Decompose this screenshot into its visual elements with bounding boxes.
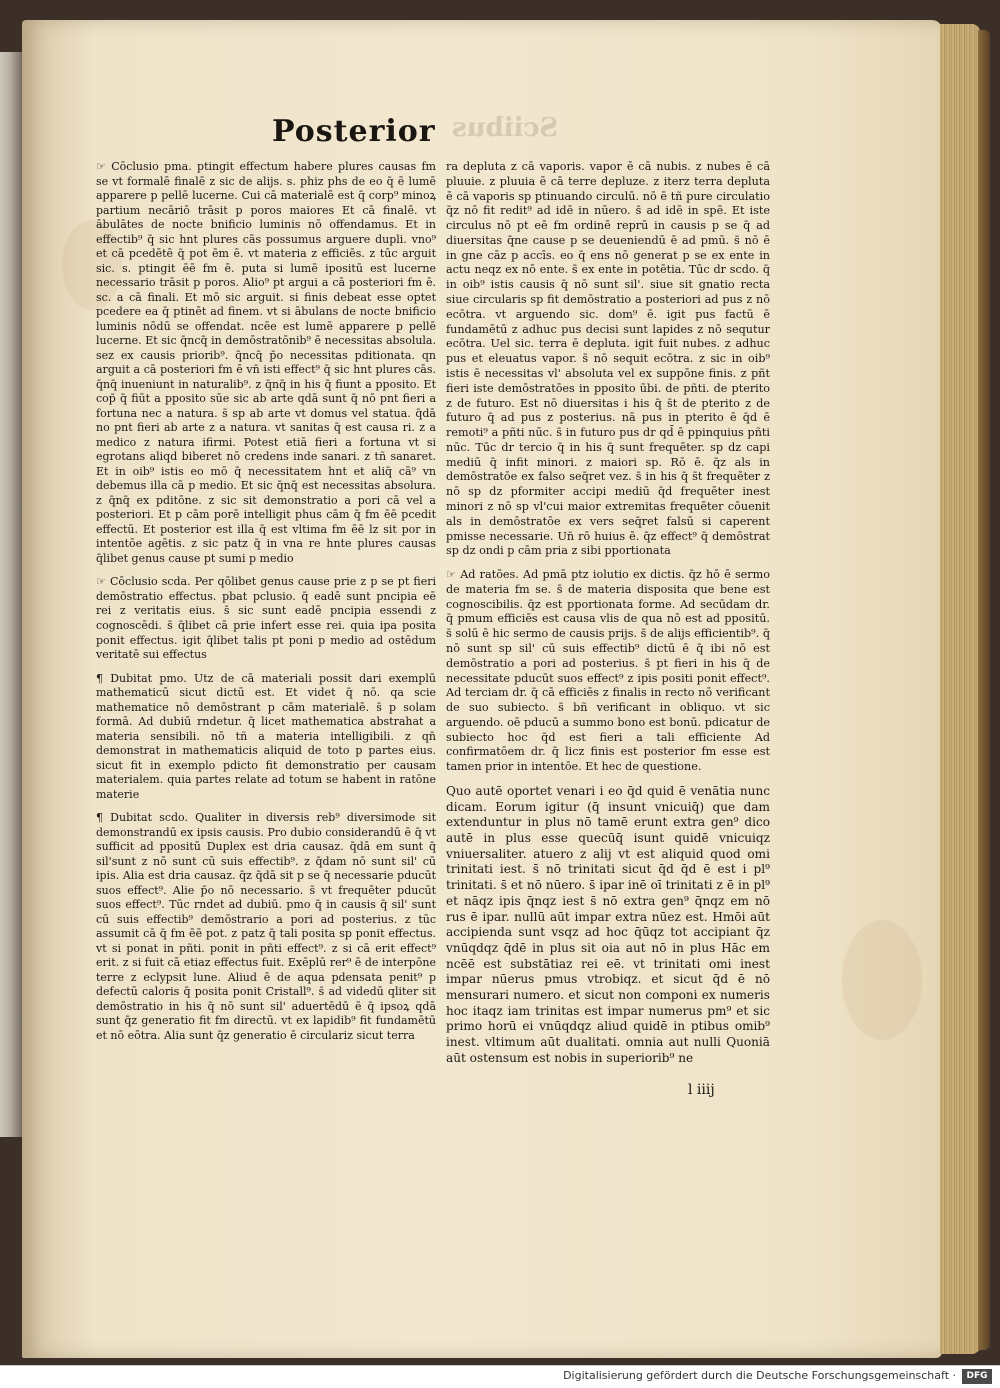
dfg-logo: DFG <box>962 1369 992 1384</box>
text-passage: Quo autē oportet venari i eo q̄d quid ē venātia nunc dicam. Eorum igitur (q̄ insunt vnicuiq̄) que dam extenduntur in plus nō tamē erunt extra gen⁹ dico autē in plus esse quecūq̄ isunt quidē vnicuiqz vniuersaliter. atuero z alij vt est aliquid quod omi trinitati iest. s̄ nō trinitati sicut q̄d q̄d ē est i pl⁹ trinitati. s̄ et nō nūero. s̄ ipar inē oī trinitati z ē in pl⁹ et nāqz ipis q̄nqz iest s̄ nō extra gen⁹ q̄nqz em nō rus ē ipar. nullū aūt impar extra nūez est. Hmōi aūt accipienda sunt vsqz ad hoc q̄ūqz tot accipiant q̄z vnūqdqz q̄dē in plus sit oia aut nō in plus Hāc em ncēē est substātiaz rei eē. vt trinitati omi inest impar nūerus pmus vtrobiqz. et sicut q̄d ē nō mensurari numero. et sicut non componi ex numeris hoc itaqz iam trinitas est impar numerus pm⁹ et sic primo horū ei vnūqdqz aliud quidē in ptibus omib⁹ inest. vltimum aūt dualitati. omnia aut nulli Quoniā aūt ostensum est nobis in superiorib⁹ ne <box>446 784 770 1065</box>
paragraph: ra depluta z cā vaporis. vapor ē cā nubis. z nubes ē cā pluuie. z pluuia ē cā terre depluze. z iterz terra depluta ē cā vaporis sp ptinuando circulū. nō ē tñ pure circulatio q̄z nō fit redit⁹ ad idē in nūero. s̄ ad idē in spē. Et iste circulus nō pt eē fm ordinē reprū in causis p se q̄ ad diuersitas q̄ne cause p se deueniendū ē ad pmū. s̄ nō ē in gne cāz p accīs. eo q̄ ens nō generat p se ex ente in actu neqz ex nō ente. s̄ ex ente in potētia. Tūc dr scdo. q̄ in oib⁹ istis causis q̄ nō sunt sil'. siue sit gnatio recta siue circularis sp fit demōstratio a posteriori ad pus z nō ecōtra. vt arguendo sic. dom⁹ ē. igit pus factū ē fundamētū z adhuc pus decisi sunt lapides z nō sequtur ecōtra. Uel sic. terra ē depluta. igit fuit nubes. z adhuc pus et eleuatus vapor. s̄ nō sequit ecōtra. z sic in oib⁹ istis ē necessitas vl' absoluta vel ex suppōne finis. z pñt fieri iste demōstratōes in pposito ūbi. de pñti. de pterito z de futuro. Est nō diuersitas i his q̄ s̄t de pterito z de futuro q̄ ad pus z posterius. nā pus in pterito ē q̄d ē remoti⁹ a pñti nūc. s̄ in futuro pus dr qd̄ ē ppinquius pñti nūc. Tūc dr tercio q̄ in his q̄ sunt frequēter. sp dz capi mediū q̄ infit minori. z maiori sp. Rō ē. q̄z als in demōstratōe ex falso seq̄ret vez. s̄ in his q̄ s̄t frequēter z nō sp dz pformiter accipi mediū q̄d frequēter inest minori z nō sp vl'cui maior extremitas frequēter cōuenit als in demōstratōe ex vers seq̄ret falsū si caperent pmisse necessarie. Un̄ rō huius ē. q̄z effect⁹ q̄ demōstrat sp dz ondi p cām pria z sibi pportionata <box>446 160 770 558</box>
paragraph: ¶ Dubitat pmo. Utz de cā materiali possit dari exemplū mathematicū sicut dictū est. Et videt q̄ nō. qa scie mathematice nō demōstrant p cām materialē. s̄ p solam formā. Ad dubiū rndetur. q̄ licet mathematica abstrahat a materia sensibili. nō tñ a materia intelligibili. z qn̄ demonstrat in mathematicis aliquid de toto p partes eius. sicut fit in exemplo pdicto fit demonstratio per causam materialem. quia partes relate ad totum se habent in ratōne materie <box>96 671 436 801</box>
paragraph: ☞ Cōclusio pma. ptingit effectum habere plures causas fm se vt formalē finalē z sic de alijs. s. phiz phs de eo q̄ ē lumē apparere p pellē lucerne. Cui cā materialē est q̄ corp⁹ minoꝝ partium necāriō trāsit p poros maiores Et cā finalē. vt ābulātes de nocte bnificio luminis nō offendamus. Et in effectib⁹ q̄ sic hnt plures cās possumus arguere dupli. vno⁹ et cā pcedētē q̄ pot ēm ē. vt materia z efficiēs. z tūc arguit sic. s. ptingit ēē fm ē. puta si lumē ipositū est lucerne necessario trāsit p poros. Alio⁹ pt argui a cā posteriori fm ē. sc. a cā finali. Et mō sic arguit. si finis debeat esse optet pcedere ea q̄ ptinēt ad finem. vt si ābulans de nocte bnificio luminis nōdū se offendat. ncēe est lumē apparere p pellē lucerne. Et sic q̄ncq̄ in demōstratōnib⁹ ē necessitas absolula. sez ex causis priorib⁹. q̄ncq̄ p̄o necessitas pditionata. qn arguit a cā posteriori fm ē vn̄ isti effect⁹ q̄ sic hnt plures cās. q̄nq̄ inueniunt in naturalib⁹. z q̄nq̄ in his q̄ fiunt a pposito. Et cop̄ q̄ fiūt a pposito sūe sic ab arte qdā sunt q̄ nō pnt fieri a fortuna nec a natura. s̄ sp ab arte vt domus vel statua. q̄dā no pnt fieri ab arte z a natura. vt sanitas q̄ est causa ri. z a medico z natura ifirmi. Potest etiā fieri a fortuna vt si egrotans aliqd biberet nō credens inde sanari. z tñ sanaret. Et in oib⁹ istis eo mō q̄ necessitatem hnt et aliq̄ cā⁹ vn debemus illa cā p medio. Et sic q̄nq̄ est necessitas absolura. z q̄nq̄ ex pditōne. z sic sit demonstratio a pori cā vel a posteriori. Et p cām porē intelligit phus cām q̄ fm ēē pcedit effectū. Et posterior est illa q̄ est vltima fm ēē lz sit por in intentōe agētis. z sic patz q̄ in vna re hnte plures causas q̄libet genus cause pt sumi p medio <box>96 160 436 565</box>
running-head: Posterior <box>272 114 436 149</box>
show-through-text: Sciibus <box>452 113 559 143</box>
paragraph: ¶ Dubitat scdo. Qualiter in diversis reb⁹ diversimode sit demonstrandū ex ipsis causis. Pro dubio considerandū ē q̄ vt sufficit ad ppositū Duplex est dria causaz. q̄dā em sunt q̄ sil'sunt z nō sunt cū suis effectib⁹. z q̄dam nō sunt sil' cū ipis. Alia est dria causaz. q̄z q̄dā sit p se q̄ necessarie pducūt suos effect⁹. Alie p̄o nō necessario. s̄ vt frequēter pducūt suos effect⁹. Tūc rndet ad dubiū. pmo q̄ in causis q̄ sil' sunt cū suis effectib⁹ demōstrario a pori ad posterius. z tūc assumit cā q̄ fm ēē pot. z patz q̄ tali posita sp ponit effectus. vt si ponat in pñti. ponit in pñti effect⁹. z si cā erit effect⁹ erit. z si fuit cā etiaz effectus fuit. Exēplū rer⁹ ē de interpōne terre z eclypsit lune. Aliud ē de aqua pdensata penit⁹ p defectū caloris q̄ posita ponit Cristall⁹. s̄ ad videdū qliter sit demōstratio in his q̄ nō sunt sil' aduertēdū ē q̄ ipsoꝝ qdā sunt q̄z generatio fit fm directū. vt ex lapidib⁹ fit fundamētū et nō eōtra. Alia sunt q̄z generatio ē circulariz sicut terra <box>96 811 436 1042</box>
page-edges <box>940 24 980 1354</box>
footer-bar <box>0 1365 1000 1388</box>
paragraph: ☞ Cōclusio scda. Per qōlibet genus cause prie z p se pt fieri demōstratio effectus. pbat pclusio. q̄ eadē sunt pncipia eē rei z veritatis eius. s̄ sic sunt eadē pncipia essendi z cognoscēdi. s̄ q̄libet cā prie infert esse rei. quia ipa posita ponit effectus. igit q̄libet talis pt poni p medio ad ostēdum veritatē sui effectus <box>96 575 436 662</box>
signature-mark: l iiij <box>688 1082 715 1098</box>
paragraph: ☞ Ad ratōes. Ad pmā ptz iolutio ex dictis. q̄z hō ē sermo de materia fm se. s̄ de materia disposita que bene est cognoscibilis. q̄z est pportionata forme. Ad secūdam dr. q̄ pmum efficiēs est causa vlis de qua nō est ad ppositū. s̄ solū ē hic sermo de causis prijs. s̄ de alijs efficientib⁹. q̄ nō sunt sp sil' cū suis effectib⁹ dictū ē q̄ ibi nō est demōstratio a pori ad posterius. s̄ pt fieri in his q̄ de necessitate pducūt suos effect⁹ z ipis positi ponit effect⁹. Ad terciam dr. q̄ cā efficiēs z finalis in recto nō verificant de suo subiecto. s̄ bñ verificant in obliquo. vt sic arguendo. oē pducū a summo bono est bonū. pdicatur de subiecto hoc q̄d est fieri a tali efficiente Ad confirmatōem dr. q̄ licz finis est posterior fm esse est tamen prior in intentōe. Et hec de questione. <box>446 568 770 774</box>
left-text-column <box>96 160 436 1052</box>
funding-note: Digitalisierung gefördert durch die Deutsche Forschungsgemeinschaft · <box>563 1369 956 1382</box>
binding-edge <box>978 30 990 1350</box>
left-page-edge <box>0 52 24 1137</box>
right-text-column <box>446 160 770 1075</box>
paper-stain <box>842 920 922 1040</box>
